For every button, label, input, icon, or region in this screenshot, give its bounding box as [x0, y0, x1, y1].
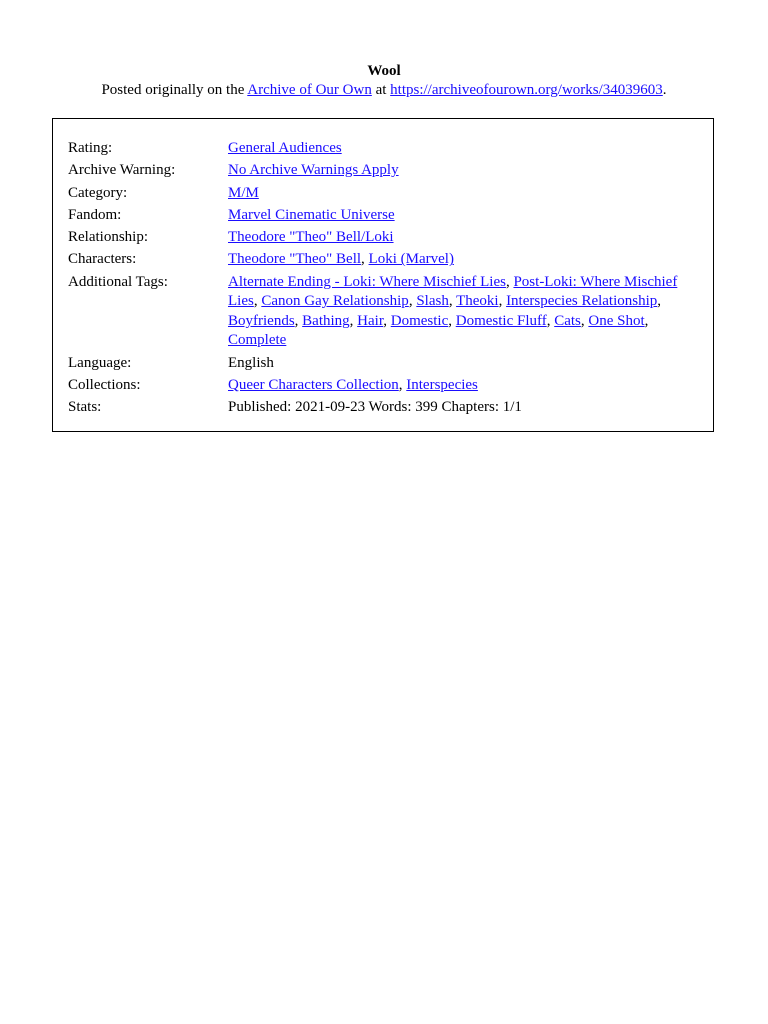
additional-tags-label: Additional Tags:	[68, 273, 168, 290]
meta-row-additional-tags	[68, 273, 708, 354]
characters-label: Characters:	[68, 251, 137, 268]
warning-label: Archive Warning:	[68, 162, 176, 179]
meta-row-characters	[68, 250, 708, 272]
additional-tag[interactable]: Cats	[554, 312, 581, 329]
work-meta-box	[52, 118, 714, 432]
additional-tag[interactable]: One Shot	[588, 312, 645, 329]
meta-row-fandom	[68, 206, 708, 228]
relationship-value	[228, 228, 708, 250]
additional-tag[interactable]: Alternate Ending - Loki: Where Mischief Lies	[228, 273, 506, 290]
additional-tag[interactable]: Complete	[228, 332, 287, 349]
additional-tag[interactable]: Hair	[357, 312, 384, 329]
relationship-label: Relationship:	[68, 229, 148, 246]
relationship-tag[interactable]: Theodore "Theo" Bell/Loki	[228, 229, 394, 246]
additional-tag[interactable]: Slash	[416, 293, 449, 310]
character-tag[interactable]: Theodore "Theo" Bell	[228, 251, 362, 268]
work-meta-table	[68, 139, 708, 420]
characters-value: Theodore "Theo" Bell, Loki (Marvel)	[228, 251, 454, 268]
meta-row-collections	[68, 376, 708, 398]
posted-middle: at	[371, 82, 391, 98]
fandom-tag[interactable]: Marvel Cinematic Universe	[228, 206, 395, 223]
additional-tag[interactable]: Canon Gay Relationship	[261, 293, 409, 310]
meta-row-language	[68, 354, 708, 376]
additional-tag[interactable]: Theoki	[456, 293, 499, 310]
category-label: Category:	[68, 184, 128, 201]
warning-tag[interactable]: No Archive Warnings Apply	[228, 162, 399, 179]
work-title: Wool	[367, 63, 401, 79]
posted-line	[0, 81, 768, 100]
meta-row-warning	[68, 161, 708, 183]
additional-tag[interactable]: Post-Loki: Where Mischief Lies	[228, 273, 678, 310]
additional-tag[interactable]: Boyfriends	[228, 312, 295, 329]
fandom-value	[228, 206, 708, 228]
collection-tag[interactable]: Interspecies	[406, 376, 478, 393]
additional-tag[interactable]: Domestic Fluff	[455, 312, 547, 329]
fandom-label: Fandom:	[68, 206, 122, 223]
rating-label: Rating:	[68, 140, 113, 156]
rating-tag[interactable]: General Audiences	[228, 140, 342, 156]
stats-label: Stats:	[68, 399, 102, 416]
category-value	[228, 184, 708, 206]
additional-tags-value: Alternate Ending - Loki: Where Mischief Lies, Post-Loki: Where Mischief Lies, Canon Gay Relationship, Slash, Theoki, Interspecies Relationship, Boyfriends, Bathing, Hair, Domestic, Domestic Fluff, Cats, One Shot, Complete	[228, 273, 678, 349]
archive-link[interactable]: Archive of Our Own	[247, 82, 372, 98]
collections-label: Collections:	[68, 376, 141, 393]
language-label: Language:	[68, 354, 132, 371]
additional-tag[interactable]: Interspecies Relationship	[506, 293, 658, 310]
category-tag[interactable]: M/M	[228, 184, 259, 201]
additional-tag[interactable]: Domestic	[390, 312, 449, 329]
warning-value	[228, 161, 708, 183]
meta-row-stats	[68, 398, 708, 420]
work-header	[0, 62, 768, 100]
work-url-link[interactable]: https://archiveofourown.org/works/34039603	[390, 82, 663, 98]
meta-row-category	[68, 184, 708, 206]
posted-suffix: .	[662, 82, 667, 98]
collection-tag[interactable]: Queer Characters Collection	[228, 376, 399, 393]
rating-value	[228, 139, 708, 161]
meta-row-rating	[68, 139, 708, 161]
posted-prefix: Posted originally on the	[101, 82, 248, 98]
meta-row-relationship	[68, 228, 708, 250]
language-value: English	[228, 354, 274, 371]
character-tag[interactable]: Loki (Marvel)	[368, 251, 454, 268]
additional-tag[interactable]: Bathing	[302, 312, 350, 329]
collections-value: Queer Characters Collection, Interspecies	[228, 376, 478, 393]
stats-value: Published: 2021-09-23 Words: 399 Chapters: 1/1	[228, 399, 522, 416]
